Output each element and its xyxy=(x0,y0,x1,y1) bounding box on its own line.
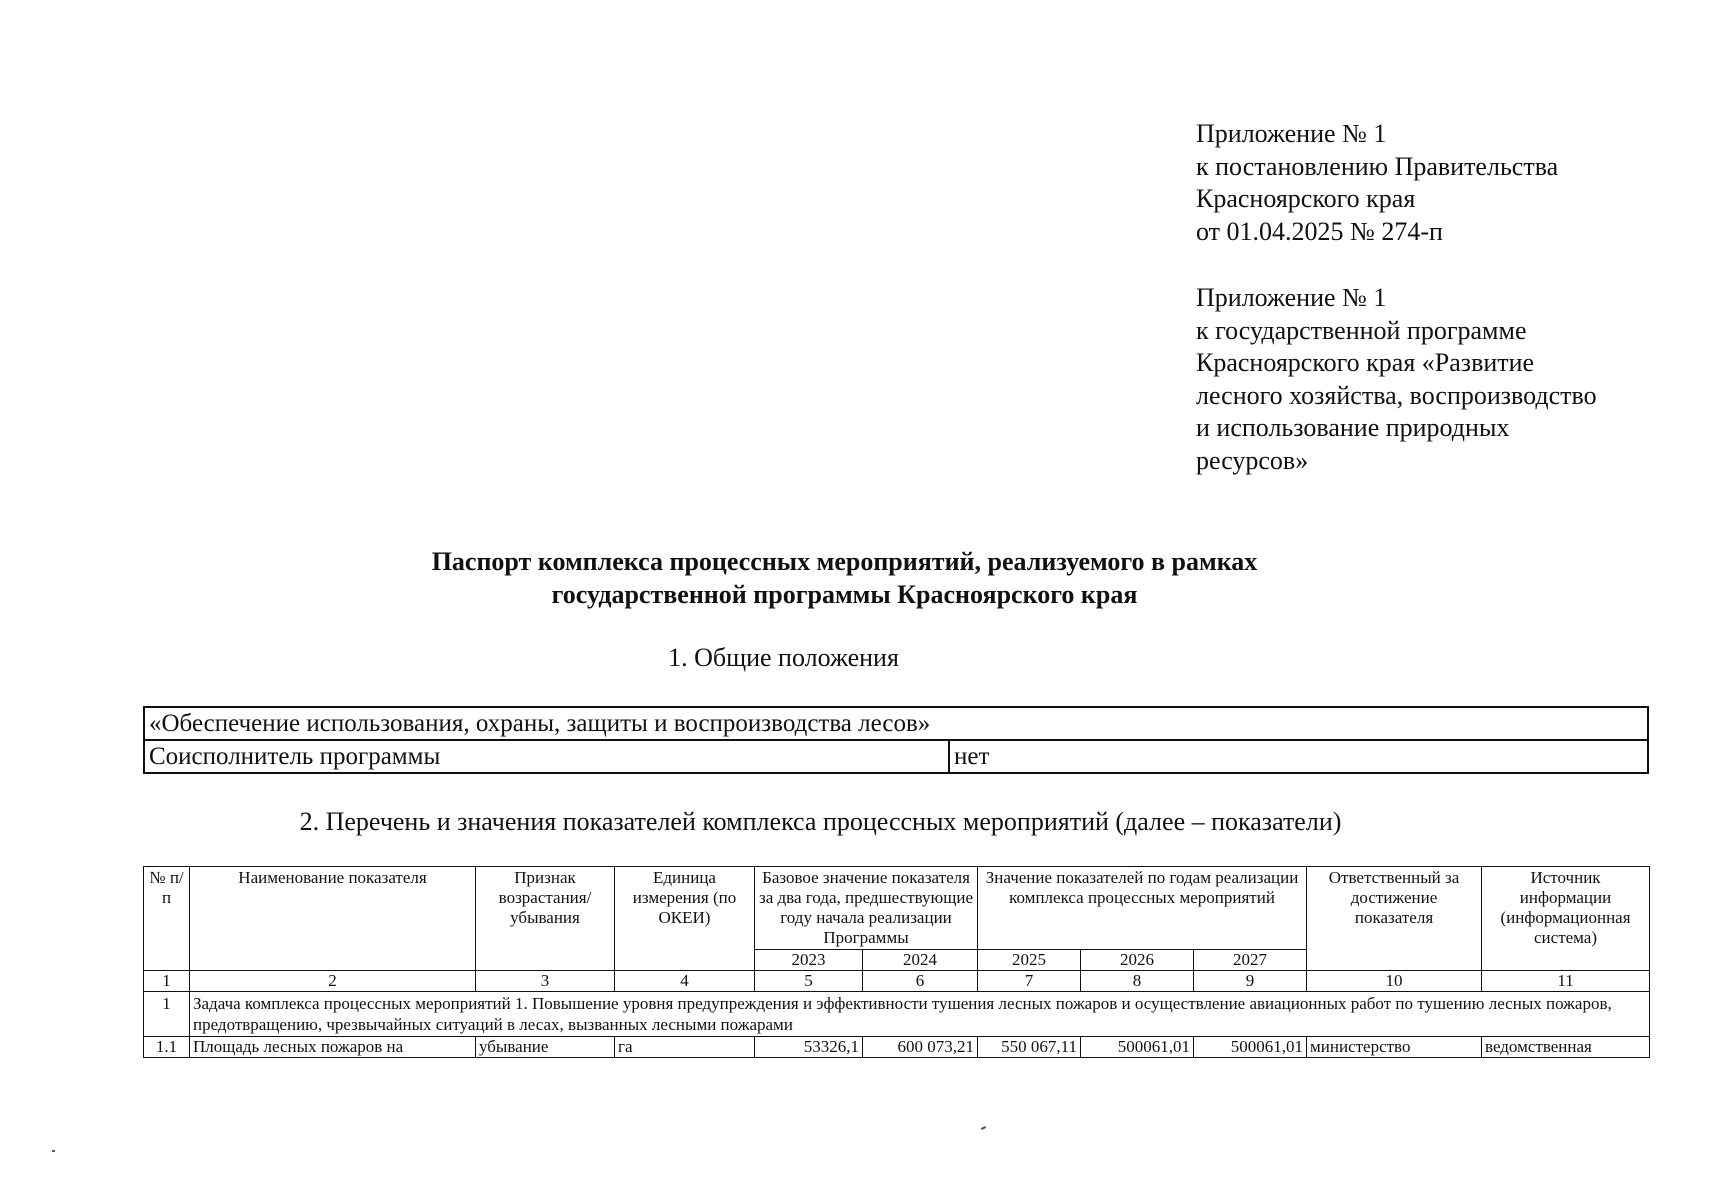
column-number: 4 xyxy=(615,971,755,992)
column-numbers-row xyxy=(144,971,1650,992)
year-cell: 2025 xyxy=(978,950,1081,971)
header-unit: Единица измерения (по ОКЕИ) xyxy=(615,867,755,971)
row-unit: га xyxy=(615,1037,755,1058)
year-cell: 2027 xyxy=(1194,950,1307,971)
section1-heading: 1. Общие положения xyxy=(668,643,899,672)
row-value-2024: 600 073,21 xyxy=(863,1037,978,1058)
indicators-table xyxy=(143,866,1650,1058)
column-number: 9 xyxy=(1194,971,1307,992)
row-responsible: министерство xyxy=(1307,1037,1482,1058)
document-title-line2: государственной программы Красноярского края xyxy=(551,580,1138,609)
document-title-line1: Паспорт комплекса процессных мероприятий, реализуемого в рамках xyxy=(431,547,1258,576)
row-trend: убывание xyxy=(476,1037,615,1058)
general-provisions-table xyxy=(143,706,1649,774)
task-num: 1 xyxy=(144,992,190,1037)
header-name: Наименование показателя xyxy=(190,867,476,971)
appendix-program-line: лесного хозяйства, воспроизводство xyxy=(1196,380,1597,410)
appendix-program-line: и использование природных xyxy=(1196,413,1510,442)
row-num: 1.1 xyxy=(144,1037,190,1058)
row-source: ведомственная xyxy=(1482,1037,1650,1058)
header-num: № п/п xyxy=(144,867,190,971)
column-number: 7 xyxy=(978,971,1081,992)
appendix-program-line: Приложение № 1 xyxy=(1196,283,1387,312)
appendix-program-line: к государственной программе xyxy=(1196,315,1527,345)
appendix-program-line: Красноярского края «Развитие xyxy=(1196,348,1535,377)
header-row xyxy=(144,867,1650,950)
column-number: 3 xyxy=(476,971,615,992)
task-text: Задача комплекса процессных мероприятий 1. Повышение уровня предупреждения и эффективности тушения лесных пожаров и осуществление авиационных работ по тушению лесных пожаров, предотвращению, чрезвычайных ситуаций в лесах, вызванных лесными пожарами xyxy=(190,992,1650,1037)
task-row xyxy=(144,992,1650,1037)
header-trend: Признак возрастания/ убывания xyxy=(476,867,615,971)
section2-heading: 2. Перечень и значения показателей комплекса процессных мероприятий (далее – показатели) xyxy=(299,807,1342,836)
appendix-decree-line: Красноярского края xyxy=(1196,184,1416,213)
year-cell: 2026 xyxy=(1081,950,1194,971)
header-source: Источник информации (информационная система) xyxy=(1482,867,1650,971)
column-number: 11 xyxy=(1482,971,1650,992)
row-name: Площадь лесных пожаров на xyxy=(190,1037,476,1058)
row-value-2025: 550 067,11 xyxy=(978,1037,1081,1058)
table-row xyxy=(144,1037,1650,1058)
column-number: 10 xyxy=(1307,971,1482,992)
appendix-decree-block xyxy=(1196,118,1558,248)
scan-speck xyxy=(52,1150,55,1152)
appendix-decree-line: от 01.04.2025 № 274-п xyxy=(1196,216,1443,246)
column-number: 1 xyxy=(144,971,190,992)
header-responsible: Ответственный за достижение показателя xyxy=(1307,867,1482,971)
header-base-value: Базовое значение показателя за два года, предшествующие году начала реализации Программы xyxy=(755,867,978,950)
appendix-decree-line: Приложение № 1 xyxy=(1196,119,1387,148)
column-number: 6 xyxy=(863,971,978,992)
column-number: 8 xyxy=(1081,971,1194,992)
year-cell: 2023 xyxy=(755,950,863,971)
complex-name-cell: «Обеспечение использования, охраны, защиты и воспроизводства лесов» xyxy=(144,707,1648,740)
scan-speck xyxy=(981,1126,986,1130)
header-year-values: Значение показателей по годам реализации комплекса процессных мероприятий xyxy=(978,867,1307,950)
appendix-decree-line: к постановлению Правительства xyxy=(1196,151,1559,181)
coexecutor-row xyxy=(144,740,1648,773)
row-value-2027: 500061,01 xyxy=(1194,1037,1307,1058)
row-value-2026: 500061,01 xyxy=(1081,1037,1194,1058)
column-number: 2 xyxy=(190,971,476,992)
coexecutor-label: Соисполнитель программы xyxy=(144,740,949,773)
column-number: 5 xyxy=(755,971,863,992)
year-cell: 2024 xyxy=(863,950,978,971)
appendix-program-line: ресурсов» xyxy=(1196,445,1309,475)
complex-name-row xyxy=(144,707,1648,740)
coexecutor-value: нет xyxy=(949,740,1648,773)
appendix-program-block xyxy=(1196,282,1597,477)
row-value-2023: 53326,1 xyxy=(755,1037,863,1058)
